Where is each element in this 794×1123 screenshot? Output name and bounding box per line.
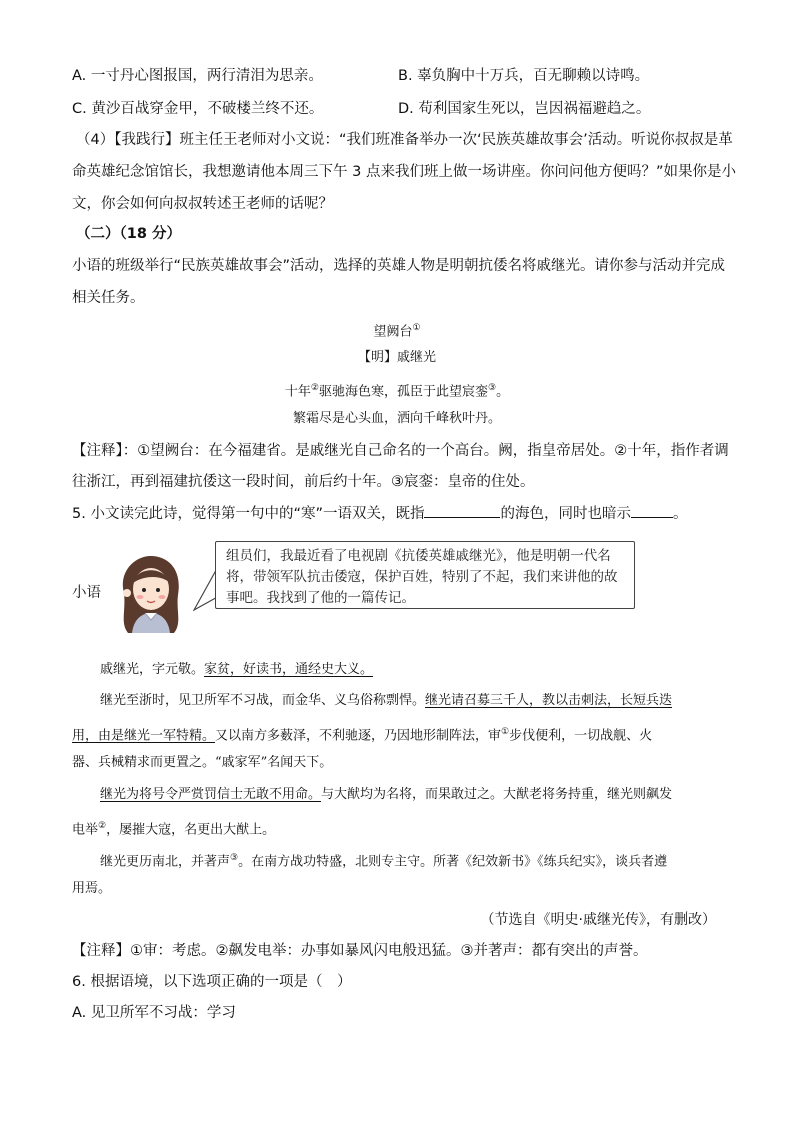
source-citation: （节选自《明史·戚继光传》，有删改） — [480, 912, 716, 928]
poem-notes-1: 【注释】：①望阙台：在今福建省。是戚继光自己命名的一个高台。阙，指皇帝居处。②十年，指作者调 — [72, 443, 729, 459]
poem-line-1: 十年②驱驰海色寒，孤臣于此望宸銮③。 — [284, 383, 510, 400]
option-d: D. 苟利国家生死以，岂因祸福避趋之。 — [398, 101, 651, 117]
poem-title: 望阙台① — [373, 323, 421, 340]
classical-p2-line-1: 继光至浙时，见卫所军不习战，而金华、义乌俗称剽悍。继光请召募三千人，教以击刺法，长短兵迭 — [100, 693, 673, 708]
classical-p2-line-2: 用，由是继光一军特精。又以南方多薮泽，不利驰逐，乃因地形制阵法，审①步伐便利，一切战舰、火 — [72, 727, 653, 744]
underlined-sentence: 家贫，好读书，通经史大义。 — [204, 662, 374, 677]
option-a: A. 一寸丹心图报国，两行清泪为思亲。 — [72, 68, 323, 84]
option-b: B. 辜负胸中十万兵，百无聊赖以诗鸣。 — [398, 68, 650, 84]
section-intro-2: 相关任务。 — [72, 290, 145, 306]
speech-text: 组员们，我最近看了电视剧《抗倭英雄戚继光》，他是明朝一代名将，带领军队抗击倭寇，保护百姓，特别了不起，我们来讲他的故事吧。我找到了他的一篇传记。 — [226, 548, 618, 606]
speaker-name: 小语 — [72, 585, 101, 601]
classical-p3-line-2: 电举②，屡摧大寇，名更出大猷上。 — [72, 821, 276, 838]
q4-line-1: （4）【我践行】班主任王老师对小文说：“我们班准备举办一次‘民族英雄故事会’活动。听说你叔叔是革 — [76, 132, 733, 148]
q6-stem: 6. 根据语境，以下选项正确的一项是（ ） — [72, 974, 352, 990]
poem-line-2: 繁霜尽是心头血，洒向千峰秋叶丹。 — [292, 411, 501, 426]
q4-line-2: 命英雄纪念馆馆长，我想邀请他本周三下午 3 点来我们班上做一场讲座。你问问他方便吗？”如果你是小 — [72, 164, 736, 180]
underlined-sentence: 用，由是继光一军特精。 — [72, 728, 216, 744]
option-c: C. 黄沙百战穿金甲，不破楼兰终不还。 — [72, 101, 324, 117]
answer-blank-1[interactable] — [424, 504, 500, 518]
section-heading: （二）（18 分） — [76, 226, 181, 242]
q5-text: 5. 小文读完此诗，觉得第一句中的“寒”一语双关，既指 的海色，同时也暗示 。 — [72, 506, 688, 522]
classical-p4-line-2: 用焉。 — [72, 881, 112, 896]
underlined-sentence: 继光请召募三千人，教以击刺法，长短兵迭 — [425, 693, 673, 708]
footnote-marker: ① — [412, 323, 421, 333]
q4-line-3: 文，你会如何向叔叔转述王老师的话呢？ — [72, 196, 333, 212]
underlined-sentence: 继光为将号令严赏罚信士无敢不用命。 — [100, 787, 322, 802]
bubble-tail — [193, 570, 217, 612]
poem-author: 【明】戚继光 — [357, 350, 436, 365]
classical-p4-line-1: 继光更历南北，并著声③。在南方战功特盛，北则专主守。所著《纪效新书》《练兵纪实》，谈兵者遵 — [100, 853, 668, 870]
classical-p3-line-1: 继光为将号令严赏罚信士无敢不用命。与大猷均为名将，而果敢过之。大猷老将务持重，继光则飙发 — [100, 787, 673, 802]
speech-bubble — [215, 541, 635, 609]
q6-option-a[interactable]: A. 见卫所军不习战：学习 — [72, 1005, 236, 1021]
classical-p1: 戚继光，字元敬。家贫，好读书，通经史大义。 — [100, 662, 374, 677]
girl-avatar-icon — [114, 553, 186, 635]
section-intro-1: 小语的班级举行“民族英雄故事会”活动，选择的英雄人物是明朝抗倭名将戚继光。请你参与活动并完成 — [72, 258, 726, 274]
answer-blank-2[interactable] — [631, 504, 673, 518]
poem-notes-2: 往浙江，再到福建抗倭这一段时间，前后约十年。③宸銮：皇帝的住处。 — [72, 474, 535, 490]
classical-p2-line-3: 器、兵械精求而更置之。“戚家军”名闻天下。 — [72, 755, 333, 770]
classical-notes: 【注释】①审：考虑。②飙发电举：办事如暴风闪电般迅猛。③并著声：都有突出的声誉。 — [72, 943, 648, 959]
